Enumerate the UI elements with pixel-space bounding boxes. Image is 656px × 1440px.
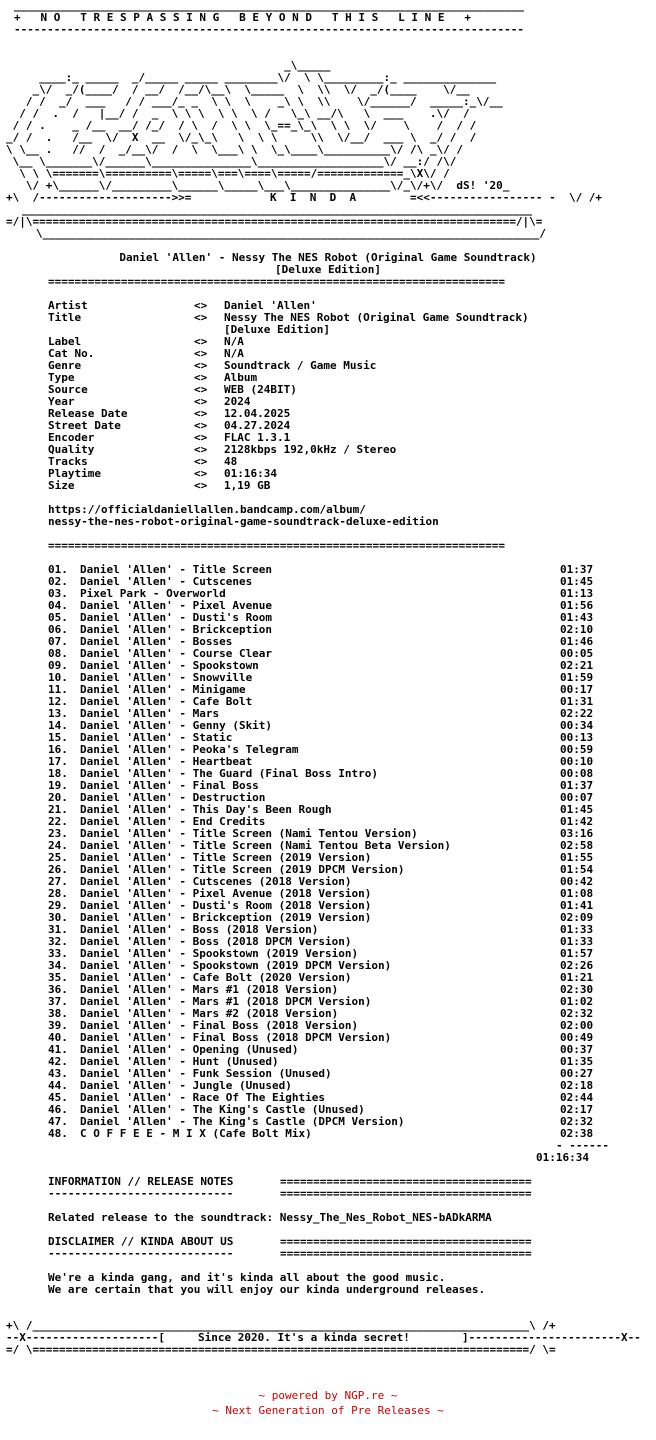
track-duration: 02:18: [560, 1079, 594, 1092]
track-title: Daniel 'Allen' - The Guard (Final Boss Intro): [80, 767, 379, 780]
track-duration: 02:32: [560, 1007, 594, 1020]
release-notes-text: Related release to the soundtrack: Nessy_The_Nes_Robot_NES-bADkARMA: [48, 1211, 492, 1224]
track-title: Daniel 'Allen' - Peoka's Telegram: [80, 743, 299, 756]
track-number: 03.: [48, 587, 68, 600]
track-duration: 01:21: [560, 971, 594, 984]
track-duration: 01:45: [560, 575, 594, 588]
track-number: 31.: [48, 923, 68, 936]
track-duration: 00:49: [560, 1031, 594, 1044]
track-number: 02.: [48, 575, 68, 588]
track-number: 28.: [48, 887, 68, 900]
disclaimer-line-2: We are certain that you will enjoy our kinda underground releases.: [48, 1283, 486, 1296]
track-number: 16.: [48, 743, 68, 756]
info-separator: <>: [194, 455, 208, 468]
track-title: Daniel 'Allen' - Dusti's Room (2018 Version): [80, 899, 372, 912]
track-duration: 02:30: [560, 983, 594, 996]
info-value: Daniel 'Allen': [224, 299, 317, 312]
info-value: Album: [224, 371, 258, 384]
track-title: Daniel 'Allen' - Title Screen: [80, 563, 273, 576]
track-title: Daniel 'Allen' - The King's Castle (DPCM Version): [80, 1115, 405, 1128]
track-title: Daniel 'Allen' - Title Screen (2019 Version): [80, 851, 372, 864]
header-bottom-line: -----------------------------------------------------------------------------: [14, 23, 524, 36]
track-title: Daniel 'Allen' - Brickception: [80, 623, 273, 636]
track-duration: 02:32: [560, 1115, 594, 1128]
track-duration: 02:44: [560, 1091, 594, 1104]
logo-line: \ \__ . // / _/__\/ / \ \___\ \ \_\____\__________\/ /\ _\/ /: [6, 143, 463, 156]
track-duration: 00:05: [560, 647, 594, 660]
ascii-logo: [0, 60, 656, 192]
track-title: Daniel 'Allen' - Title Screen (2019 DPCM Version): [80, 863, 405, 876]
track-title: Daniel 'Allen' - Final Boss (2018 DPCM Version): [80, 1031, 392, 1044]
disclaimer-heading: DISCLAIMER // KINDA ABOUT US ======================================: [48, 1235, 532, 1248]
track-number: 47.: [48, 1115, 68, 1128]
info-separator: <>: [194, 311, 208, 324]
track-title: Pixel Park - Overworld: [80, 587, 226, 600]
track-number: 32.: [48, 935, 68, 948]
track-title: Daniel 'Allen' - Minigame: [80, 683, 246, 696]
track-number: 18.: [48, 767, 68, 780]
track-title: Daniel 'Allen' - Jungle (Unused): [80, 1079, 292, 1092]
logo-line: / / . / |__/ / _ \ \ \ \ \ \ / \_\ __/\ \ ___ .\/ /: [6, 107, 470, 120]
track-number: 10.: [48, 671, 68, 684]
track-title: Daniel 'Allen' - Spookstown (2019 Version): [80, 947, 359, 960]
info-label: Release Date: [48, 407, 128, 420]
total-playtime: 01:16:34: [536, 1151, 589, 1164]
info-value: 01:16:34: [224, 467, 277, 480]
track-number: 48.: [48, 1127, 68, 1140]
info-label: Type: [48, 371, 75, 384]
no-trespassing-banner: + N O T R E S P A S S I N G B E Y O N D T H I S L I N E +: [14, 11, 471, 24]
track-title: Daniel 'Allen' - Brickception (2019 Version): [80, 911, 372, 924]
track-number: 08.: [48, 647, 68, 660]
track-title: Daniel 'Allen' - End Credits: [80, 815, 266, 828]
track-title: Daniel 'Allen' - Spookstown (2019 DPCM Version): [80, 959, 392, 972]
track-title: Daniel 'Allen' - Boss (2018 DPCM Version): [80, 935, 352, 948]
track-title: Daniel 'Allen' - Genny (Skit): [80, 719, 273, 732]
header-top-line: _____________________________________________________________________________: [14, 0, 524, 12]
track-number: 45.: [48, 1091, 68, 1104]
track-duration: 00:08: [560, 767, 594, 780]
track-number: 34.: [48, 959, 68, 972]
track-title: Daniel 'Allen' - Course Clear: [80, 647, 273, 660]
info-separator: <>: [194, 347, 208, 360]
track-duration: 00:59: [560, 743, 594, 756]
info-label: Source: [48, 383, 88, 396]
track-number: 15.: [48, 731, 68, 744]
info-value: FLAC 1.3.1: [224, 431, 291, 444]
track-duration: 01:41: [560, 899, 594, 912]
kinda-title: K I N D A: [270, 191, 357, 204]
nfo-document: _____________________________________________________________________________ + N O T R E S P A S S I N G B E Y O N D T H I S L I N E + ----------------------------------------------------------------------------- _\_____ ____:_ _____ _/_____ _____ ________\/ \ \_________:_ ______________ _\/ _/(____/ / __/ /__/\__\ \_____ \ \\ \/ _/(____ \/__ / / _/ ___ / / ___/_ _ \ \ \ _\ \ \\ \/______/ _____:_\/__ / / . / |__/ / _ \ \ \ \ \ \ / \_\ __/\ \ ___ .\/ / / / . _ /__ __/ /_/ / \ / \ \ \_==_\_\ \ \ \/ \ / / / _/ / . /__ \/ X __ \/_\_\ \ \ \ \\ \/__/ ___ \ _/ / / \ \__ . // / _/__\/ / \ \___\ \ \_\____\__________\/ /\ _\/ / \__ \_______\/______\_______________\___________________\/ __:/ /\/ \ \ \=======\==========\=====\===\====\=====/=============_\X\/ / \/ +\______\/_________\______\_____\___\_______________\/_\/+\/ dS! '20_ +\ /-------------------->>= K I N D A =<<----------------- - \/ /+ _____________________________________________________________________________ =/|\=========================================================================/|\= \___________________________________________________________________________/ Daniel 'Allen' - Nessy The NES Robot (Original Game Soundtrack) [Deluxe Edition] ===================================================================== Artist <> Daniel 'Allen' Title <> Nessy The NES Robot (Original Game Soundtrack) [Deluxe Edition] Label <> N/A Cat No. <> N/A Genre <> Soundtrack / Game Music Type <> Album Source <> WEB (24BIT) Year <> 2024 Release Date <> 12.04.2025 Street Date <> 04.27.2024 Encoder <> FLAC 1.3.1 Quality <> 2128kbps 192,0kHz / Stereo Tracks <> 48 Playtime <> 01:16:34 Size <> 1,19 GB https://officialdaniellallen.bandcamp.com/album/ nessy-the-nes-robot-original-game-soundtrack-deluxe-edition ===================================================================== 01. Daniel 'Allen' - Title Screen 01:37 02. Daniel 'Allen' - Cutscenes 01:45 03. Pixel Park - Overworld 01:13 04. Daniel 'Allen' - Pixel Avenue 01:56 05. Daniel 'Allen' - Dusti's Room 01:43 06. Daniel 'Allen' - Brickception 02:10 07. Daniel 'Allen' - Bosses 01:46 08. Daniel 'Allen' - Course Clear 00:05 09. Daniel 'Allen' - Spookstown 02:21 10. Daniel 'Allen' - Snowville 01:59 11. Daniel 'Allen' - Minigame 00:17 12. Daniel 'Allen' - Cafe Bolt 01:31 13. Daniel 'Allen' - Mars 02:22 14. Daniel 'Allen' - Genny (Skit) 00:34 15. Daniel 'Allen' - Static 00:13 16. Daniel 'Allen' - Peoka's Telegram 00:59 17. Daniel 'Allen' - Heartbeat 00:10 18. Daniel 'Allen' - The Guard (Final Boss Intro) 00:08 19. Daniel 'Allen' - Final Boss 01:37 20. Daniel 'Allen' - Destruction 00:07 21. Daniel 'Allen' - This Day's Been Rough 01:45 22. Daniel 'Allen' - End Credits 01:42 23. Daniel 'Allen' - Title Screen (Nami Tentou Version) 03:16 24. Daniel 'Allen' - Title Screen (Nami Tentou Beta Version) 02:58 25. Daniel 'Allen' - Title Screen (2019 Version) 01:55 26. Daniel 'Allen' - Title Screen (2019 DPCM Version) 01:54 27. Daniel 'Allen' - Cutscenes (2018 Version) 00:42 28. Daniel 'Allen' - Pixel Avenue (2018 Version) 01:08 29. Daniel 'Allen' - Dusti's Room (2018 Version) 01:41 30. Daniel 'Allen' - Brickception (2019 Version) 02:09 31. Daniel 'Allen' - Boss (2018 Version) 01:33 32. Daniel 'Allen' - Boss (2018 DPCM Version) 01:33 33. Daniel 'Allen' - Spookstown (2019 Version) 01:57 34. Daniel 'Allen' - Spookstown (2019 DPCM Version) 02:26 35. Daniel 'Allen' - Cafe Bolt (2020 Version) 01:21 36. Daniel 'Allen' - Mars #1 (2018 Version) 02:30 37. Daniel 'Allen' - Mars #1 (2018 DPCM Version) 01:02 38. Daniel 'Allen' - Mars #2 (2018 Version) 02:32 39. Daniel 'Allen' - Final Boss (2018 Version) 02:00 40. Daniel 'Allen' - Final Boss (2018 DPCM Version) 00:49 41. Daniel 'Allen' - Opening (Unused) 00:37 42. Daniel 'Allen' - Hunt (Unused) 01:35 43. Daniel 'Allen' - Funk Session (Unused) 00:27 44. Daniel 'Allen' - Jungle (Unused) 02:18 45. Daniel 'Allen' - Race Of The Eighties 02:44 46. Daniel 'Allen' - The King's Castle (Unused) 02:17 47. Daniel 'Allen' - The King's Castle (DPCM Version) 02:32 48. C O F F E E - M I X (Cafe Bolt Mix) 02:38 - ------ 01:16:34 INFORMATION // RELEASE NOTES ====================================== ---------------------------- ====================================== Related release to the soundtrack: Nessy_The_Nes_Robot_NES-bADkARMA DISCLAIMER // KINDA ABOUT US ====================================== ---------------------------- ====================================== We're a kinda gang, and it's kinda all about the good music. We are certain that you will enjoy our kinda underground releases. +\ /___________________________________________________________________________\ /+ --X--------------------[ Since 2020. It's a kinda secret! ]-----------------------X-- =/ \===========================================================================/ \=: [0, 0, 656, 1356]
section-rule: =====================================================================: [48, 275, 505, 288]
track-duration: 01:43: [560, 611, 594, 624]
track-title: Daniel 'Allen' - The King's Castle (Unused): [80, 1103, 365, 1116]
info-label: Genre: [48, 359, 82, 372]
track-duration: 01:37: [560, 779, 594, 792]
tracklist: [0, 564, 656, 1140]
track-number: 40.: [48, 1031, 68, 1044]
footer: [0, 1388, 656, 1418]
closing-banner: --X--------------------[ Since 2020. It's a kinda secret! ]-----------------------X--: [6, 1331, 641, 1344]
track-number: 25.: [48, 851, 68, 864]
track-duration: 00:17: [560, 683, 594, 696]
track-number: 43.: [48, 1067, 68, 1080]
release-subtitle: [Deluxe Edition]: [275, 263, 381, 276]
track-title: Daniel 'Allen' - Mars #1 (2018 Version): [80, 983, 339, 996]
track-title: Daniel 'Allen' - Title Screen (Nami Tentou Version): [80, 827, 418, 840]
logo-line: _\_____: [6, 59, 331, 72]
info-label: Year: [48, 395, 75, 408]
track-duration: 01:42: [560, 815, 594, 828]
info-separator: <>: [194, 479, 208, 492]
track-duration: 02:21: [560, 659, 594, 672]
track-title: Daniel 'Allen' - Pixel Avenue: [80, 599, 273, 612]
track-number: 11.: [48, 683, 68, 696]
track-duration: 01:13: [560, 587, 594, 600]
track-title: Daniel 'Allen' - Pixel Avenue (2018 Version): [80, 887, 372, 900]
track-number: 13.: [48, 707, 68, 720]
track-duration: 02:00: [560, 1019, 594, 1032]
track-title: Daniel 'Allen' - Dusti's Room: [80, 611, 273, 624]
info-row: [0, 324, 656, 336]
track-duration: 01:46: [560, 635, 594, 648]
track-duration: 01:56: [560, 599, 594, 612]
logo-line: _/ / . /__ \/ X __ \/_\_\ \ \ \ \\ \/__/ ___ \ _/ / /: [6, 131, 477, 144]
track-title: Daniel 'Allen' - Destruction: [80, 791, 266, 804]
release-title: Daniel 'Allen' - Nessy The NES Robot (Original Game Soundtrack): [119, 251, 537, 264]
track-title: Daniel 'Allen' - Spookstown: [80, 659, 259, 672]
info-separator: <>: [194, 335, 208, 348]
closing-slogan: Since 2020. It's a kinda secret!: [198, 1331, 410, 1344]
info-row: [0, 444, 656, 456]
track-number: 36.: [48, 983, 68, 996]
track-number: 06.: [48, 623, 68, 636]
track-number: 21.: [48, 803, 68, 816]
logo-line: \/ +\______\/_________\______\_____\___\_______________\/_\/+\/ dS! '20_: [6, 179, 510, 192]
track-duration: 01:08: [560, 887, 594, 900]
release-info-table: [0, 300, 656, 492]
info-separator: <>: [194, 431, 208, 444]
frame-border-top: =/|\=========================================================================/|\=: [6, 215, 543, 228]
info-separator: <>: [194, 359, 208, 372]
info-label: Quality: [48, 443, 95, 456]
track-title: Daniel 'Allen' - Race Of The Eighties: [80, 1091, 326, 1104]
info-row: [0, 360, 656, 372]
track-duration: 00:42: [560, 875, 594, 888]
track-title: Daniel 'Allen' - Cafe Bolt: [80, 695, 253, 708]
track-number: 35.: [48, 971, 68, 984]
track-number: 27.: [48, 875, 68, 888]
track-number: 07.: [48, 635, 68, 648]
info-separator: <>: [194, 443, 208, 456]
footer-powered-by[interactable]: ~ powered by NGP.re ~: [258, 1389, 398, 1402]
track-number: 38.: [48, 1007, 68, 1020]
info-value: [Deluxe Edition]: [224, 323, 330, 336]
section-rule: =====================================================================: [48, 539, 505, 552]
track-number: 24.: [48, 839, 68, 852]
track-duration: 02:26: [560, 959, 594, 972]
track-title: Daniel 'Allen' - Static: [80, 731, 233, 744]
release-url-continued[interactable]: nessy-the-nes-robot-original-game-soundtrack-deluxe-edition: [48, 515, 439, 528]
track-duration: 01:02: [560, 995, 594, 1008]
info-row: [0, 384, 656, 396]
release-url[interactable]: https://officialdaniellallen.bandcamp.com/album/: [48, 503, 366, 516]
disclaimer-line-1: We're a kinda gang, and it's kinda all about the good music.: [48, 1271, 446, 1284]
track-duration: 03:16: [560, 827, 594, 840]
logo-line: / / _/ ___ / / ___/_ _ \ \ \ _\ \ \\ \/______/ _____:_\/__: [6, 95, 503, 108]
frame-border-bottom: =/ \===========================================================================/ \=: [6, 1343, 556, 1356]
track-number: 14.: [48, 719, 68, 732]
info-value: 2024: [224, 395, 251, 408]
track-number: 09.: [48, 659, 68, 672]
info-label: Size: [48, 479, 75, 492]
track-duration: 00:37: [560, 1043, 594, 1056]
track-duration: 02:38: [560, 1127, 594, 1140]
logo-line: / / . _ /__ __/ /_/ / \ / \ \ \_==_\_\ \ \ \/ \ / / /: [6, 119, 477, 132]
info-value: N/A: [224, 347, 244, 360]
track-title: C O F F E E - M I X (Cafe Bolt Mix): [80, 1127, 312, 1140]
track-duration: 02:10: [560, 623, 594, 636]
track-number: 23.: [48, 827, 68, 840]
track-number: 22.: [48, 815, 68, 828]
info-row: [0, 468, 656, 480]
track-title: Daniel 'Allen' - This Day's Been Rough: [80, 803, 332, 816]
track-number: 20.: [48, 791, 68, 804]
track-number: 33.: [48, 947, 68, 960]
track-number: 29.: [48, 899, 68, 912]
track-title: Daniel 'Allen' - Cutscenes: [80, 575, 253, 588]
track-title: Daniel 'Allen' - Final Boss (2018 Version): [80, 1019, 359, 1032]
info-separator: <>: [194, 371, 208, 384]
frame-close-top: +\ /___________________________________________________________________________\ /+: [6, 1319, 556, 1332]
track-title: Daniel 'Allen' - Title Screen (Nami Tentou Beta Version): [80, 839, 451, 852]
track-title: Daniel 'Allen' - Opening (Unused): [80, 1043, 299, 1056]
info-value: 12.04.2025: [224, 407, 291, 420]
info-value: 48: [224, 455, 238, 468]
info-value: N/A: [224, 335, 244, 348]
track-number: 17.: [48, 755, 68, 768]
info-separator: <>: [194, 467, 208, 480]
track-number: 30.: [48, 911, 68, 924]
track-number: 46.: [48, 1103, 68, 1116]
info-label: Encoder: [48, 431, 95, 444]
track-duration: 01:33: [560, 923, 594, 936]
info-row: [0, 372, 656, 384]
info-label: Playtime: [48, 467, 101, 480]
track-duration: 01:59: [560, 671, 594, 684]
track-duration: 00:34: [560, 719, 594, 732]
kinda-banner: +\ /-------------------->>= K I N D A =<<----------------- - \/ /+: [6, 191, 603, 204]
track-title: Daniel 'Allen' - Mars #1 (2018 DPCM Version): [80, 995, 372, 1008]
track-title: Daniel 'Allen' - Hunt (Unused): [80, 1055, 279, 1068]
track-title: Daniel 'Allen' - Final Boss: [80, 779, 259, 792]
track-number: 19.: [48, 779, 68, 792]
info-value: 2128kbps 192,0kHz / Stereo: [224, 443, 397, 456]
info-label: Label: [48, 335, 82, 348]
track-number: 41.: [48, 1043, 68, 1056]
track-number: 39.: [48, 1019, 68, 1032]
track-duration: 02:09: [560, 911, 594, 924]
info-value: Nessy The NES Robot (Original Game Soundtrack): [224, 311, 529, 324]
track-number: 04.: [48, 599, 68, 612]
info-label: Title: [48, 311, 82, 324]
info-separator: <>: [194, 383, 208, 396]
track-title: Daniel 'Allen' - Snowville: [80, 671, 253, 684]
track-title: Daniel 'Allen' - Boss (2018 Version): [80, 923, 319, 936]
track-number: 37.: [48, 995, 68, 1008]
track-title: Daniel 'Allen' - Cutscenes (2018 Version): [80, 875, 352, 888]
info-separator: <>: [194, 299, 208, 312]
info-label: Artist: [48, 299, 88, 312]
track-duration: 02:22: [560, 707, 594, 720]
track-duration: 02:17: [560, 1103, 594, 1116]
track-duration: 02:58: [560, 839, 594, 852]
logo-line: \__ \_______\/______\_______________\___________________\/ __:/ /\/: [6, 155, 457, 168]
info-row: [0, 480, 656, 492]
track-title: Daniel 'Allen' - Cafe Bolt (2020 Version): [80, 971, 352, 984]
info-separator: <>: [194, 395, 208, 408]
track-duration: 01:37: [560, 563, 594, 576]
info-value: Soundtrack / Game Music: [224, 359, 377, 372]
track-duration: 01:35: [560, 1055, 594, 1068]
track-title: Daniel 'Allen' - Heartbeat: [80, 755, 253, 768]
track-duration: 01:57: [560, 947, 594, 960]
track-duration: 00:10: [560, 755, 594, 768]
track-duration: 00:07: [560, 791, 594, 804]
track-duration: 01:55: [560, 851, 594, 864]
track-duration: 01:33: [560, 935, 594, 948]
info-value: 04.27.2024: [224, 419, 291, 432]
track-title: Daniel 'Allen' - Bosses: [80, 635, 233, 648]
info-label: Street Date: [48, 419, 121, 432]
info-label: Cat No.: [48, 347, 95, 360]
info-value: 1,19 GB: [224, 479, 271, 492]
track-number: 01.: [48, 563, 68, 576]
track-number: 44.: [48, 1079, 68, 1092]
info-separator: <>: [194, 407, 208, 420]
track-title: Daniel 'Allen' - Mars #2 (2018 Version): [80, 1007, 339, 1020]
track-duration: 00:13: [560, 731, 594, 744]
logo-line: _\/ _/(____/ / __/ /__/\__\ \_____ \ \\ \/ _/(____ \/__: [6, 83, 470, 96]
track-number: 26.: [48, 863, 68, 876]
release-notes-heading: INFORMATION // RELEASE NOTES ======================================: [48, 1175, 532, 1188]
track-number: 42.: [48, 1055, 68, 1068]
info-label: Tracks: [48, 455, 88, 468]
track-duration: 01:54: [560, 863, 594, 876]
track-title: Daniel 'Allen' - Funk Session (Unused): [80, 1067, 332, 1080]
track-duration: 01:31: [560, 695, 594, 708]
info-separator: <>: [194, 419, 208, 432]
info-row: [0, 336, 656, 348]
total-separator: - ------: [556, 1139, 609, 1152]
info-value: WEB (24BIT): [224, 383, 297, 396]
track-title: Daniel 'Allen' - Mars: [80, 707, 220, 720]
logo-line: ____:_ _____ _/_____ _____ ________\/ \ \_________:_ ______________: [6, 71, 497, 84]
track-number: 05.: [48, 611, 68, 624]
track-number: 12.: [48, 695, 68, 708]
info-row: [0, 420, 656, 432]
logo-line: \ \ \=======\==========\=====\===\====\=====/=============_\X\/ /: [6, 167, 450, 180]
footer-tagline: ~ Next Generation of Pre Releases ~: [212, 1404, 444, 1417]
track-duration: 00:27: [560, 1067, 594, 1080]
track-duration: 01:45: [560, 803, 594, 816]
